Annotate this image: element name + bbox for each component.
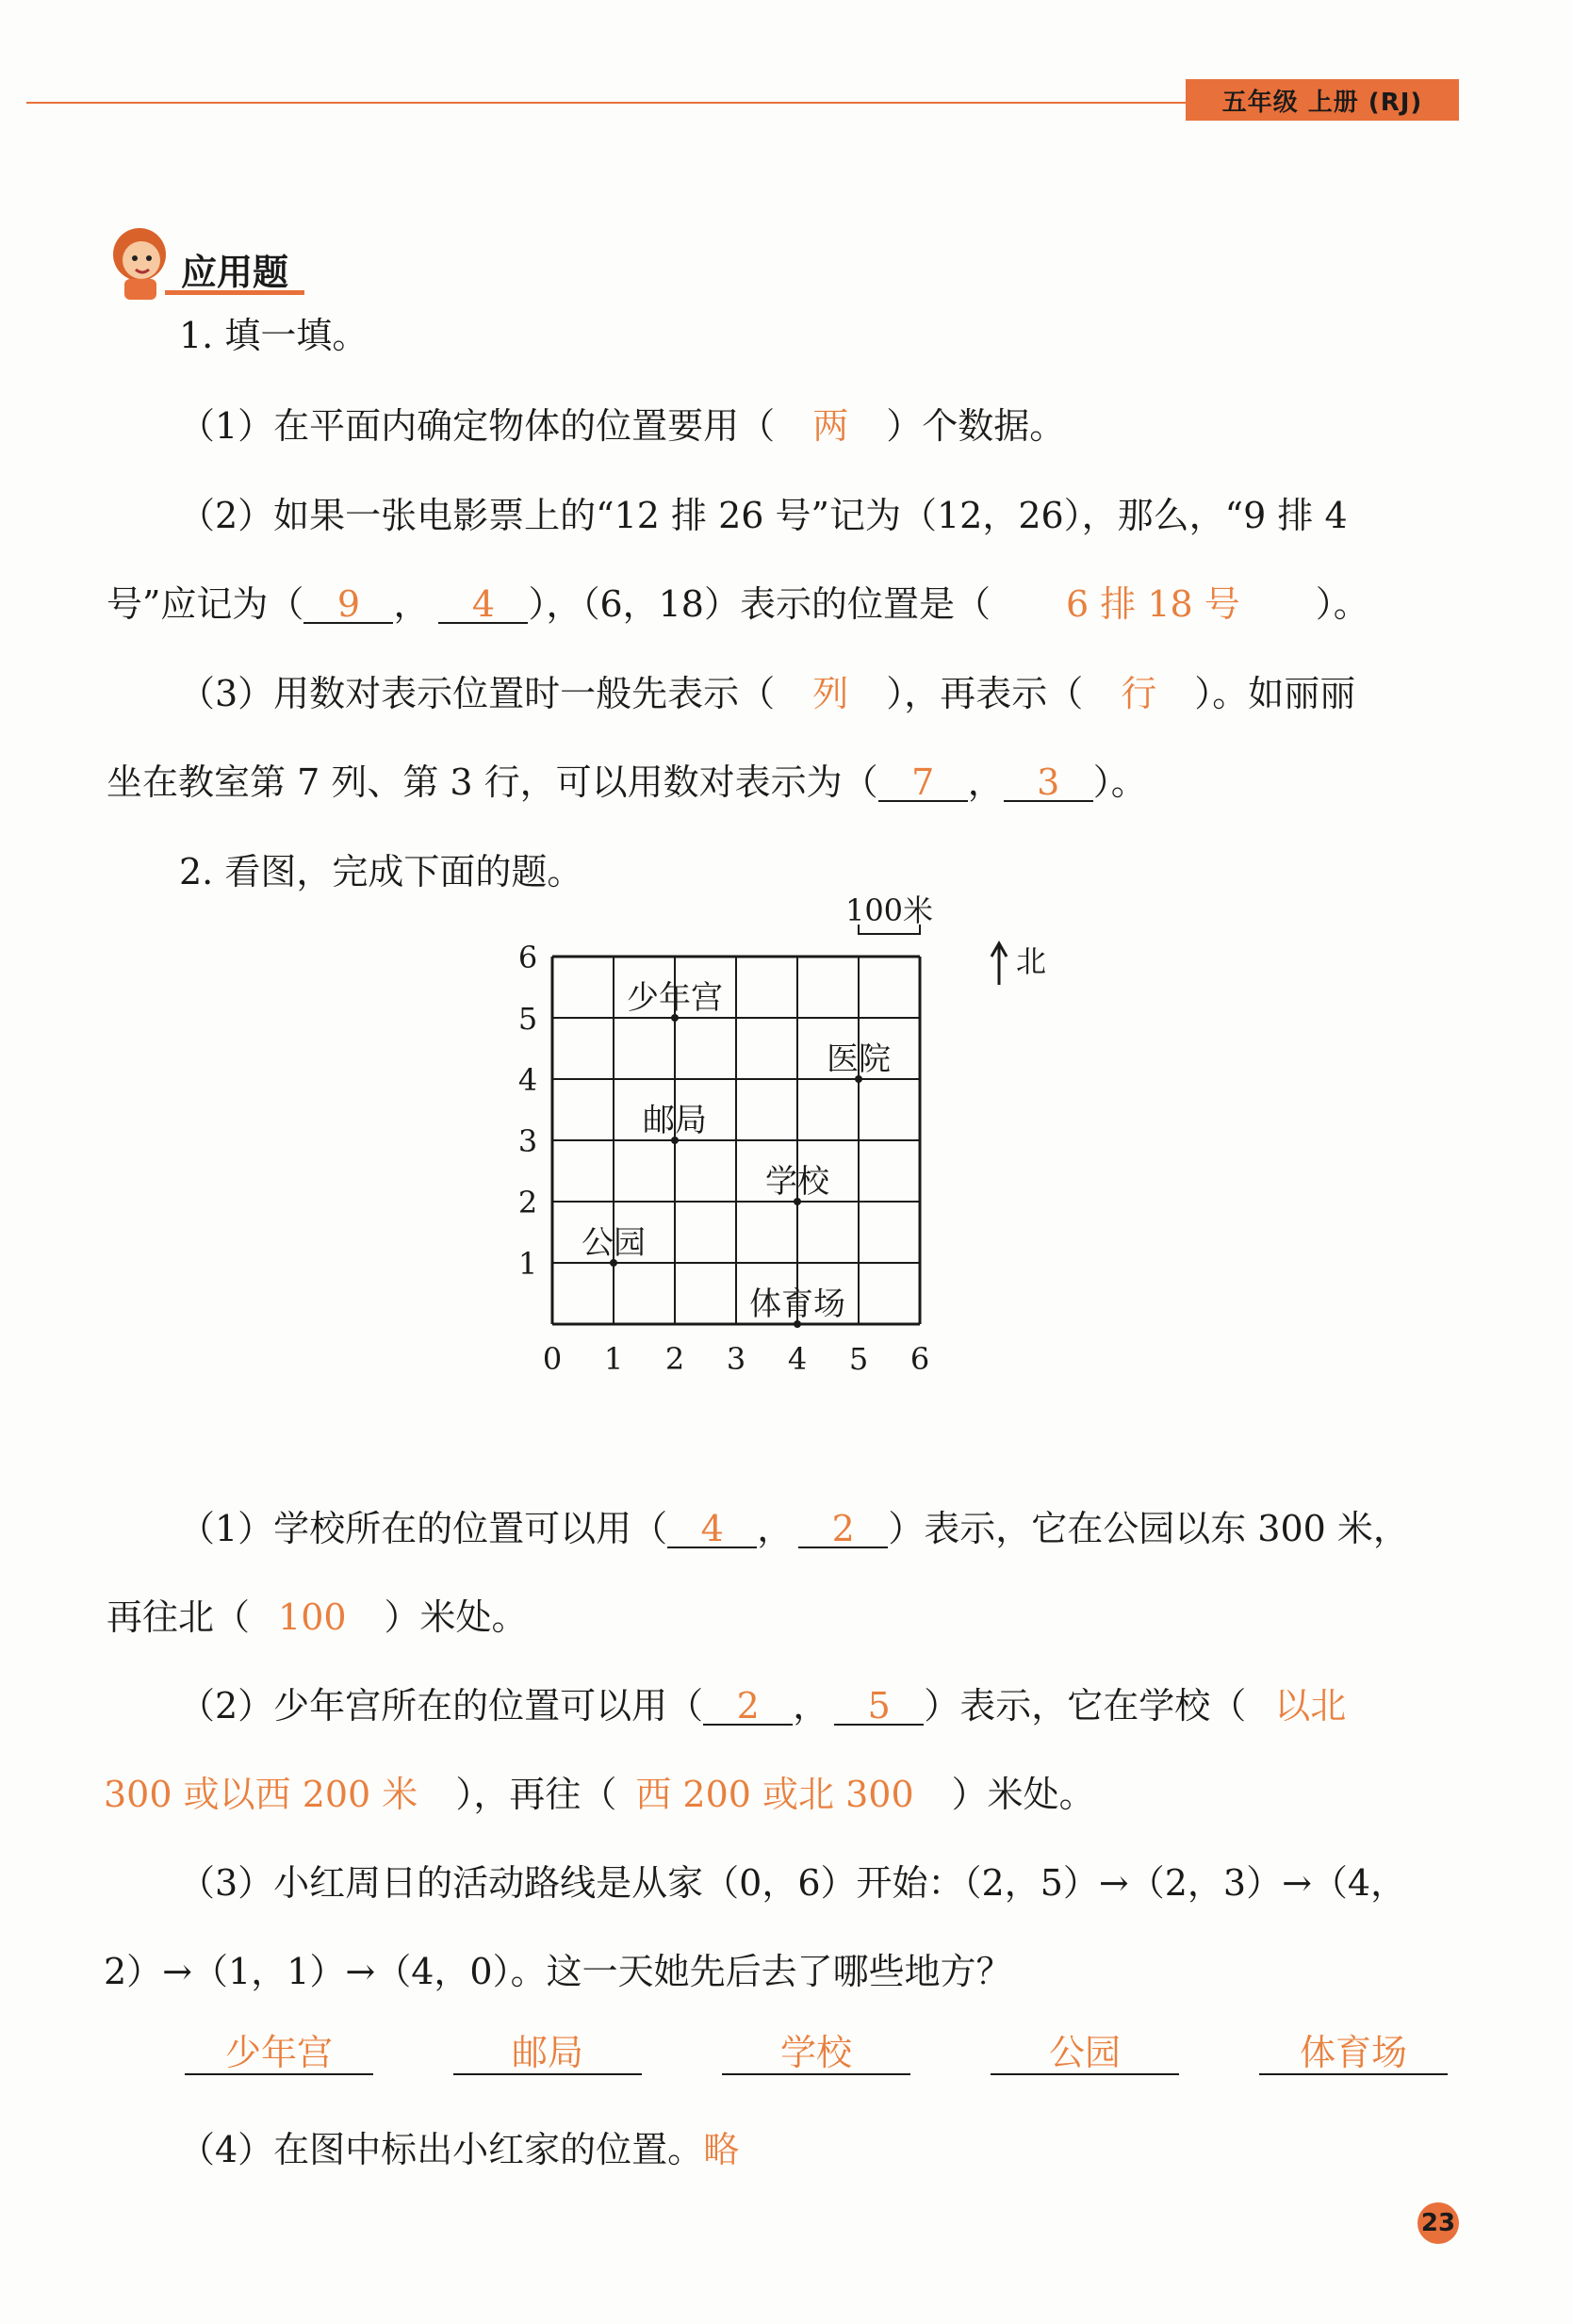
route-answer-1: 少年宫 xyxy=(185,2034,373,2075)
x-tick-label: 4 xyxy=(787,1341,808,1377)
route-answer-5: 体育场 xyxy=(1259,2034,1448,2075)
header-rule xyxy=(26,102,1186,104)
place-label: 公园 xyxy=(582,1224,646,1262)
q2-s2-answer-a: 以北 xyxy=(1274,1685,1347,1727)
q2-s2-answer-direction: 西 200 或北 300 xyxy=(635,1774,914,1815)
q1-part2-line2 xyxy=(107,583,1369,625)
q2-title: 2. 看图，完成下面的题。 xyxy=(179,851,583,892)
route-answer-2: 邮局 xyxy=(453,2034,642,2075)
q1-p3-blank-row: 3 xyxy=(1004,764,1093,802)
q1-title: 1. 填一填。 xyxy=(179,315,369,356)
q1-p2-text: 号”应记为（ xyxy=(107,583,304,625)
q1-p3-text-2: 坐在教室第 7 列、第 3 行，可以用数对表示为（ xyxy=(107,761,878,803)
y-tick-label: 6 xyxy=(517,940,538,975)
q2-part2-line1 xyxy=(179,1685,1347,1727)
route-answer-4: 公园 xyxy=(991,2034,1179,2075)
north-arrow xyxy=(991,943,1046,985)
y-tick-label: 4 xyxy=(517,1062,538,1098)
q1-p3-text-end: ）。如丽丽 xyxy=(1194,673,1356,714)
position-grid-map xyxy=(500,892,1065,1418)
scale-label: 100米 xyxy=(844,892,934,928)
q1-part1 xyxy=(179,405,1066,447)
place-label: 邮局 xyxy=(643,1102,707,1139)
q1-p3-answer-row: 行 xyxy=(1121,673,1157,714)
q2-s2-comma: ， xyxy=(793,1685,829,1727)
q2-s1-text-end-2: ）米处。 xyxy=(384,1596,528,1638)
q1-p1-text-end: ）个数据。 xyxy=(886,405,1066,447)
place-label: 体育场 xyxy=(749,1285,845,1323)
q2-s2-blank-y: 5 xyxy=(834,1688,924,1726)
grid-tick-labels xyxy=(518,940,929,1377)
scale-bar xyxy=(845,892,933,934)
x-tick-label: 0 xyxy=(542,1341,563,1377)
q2-s4-answer: 略 xyxy=(703,2129,740,2170)
q2-s4-text: （4）在图中标出小红家的位置。 xyxy=(179,2129,704,2170)
grade-badge: 五年级 上册 (RJ) xyxy=(1186,79,1459,121)
q1-p3-text: （3）用数对表示位置时一般先表示（ xyxy=(179,673,776,714)
q1-part3-line1 xyxy=(179,673,1356,714)
q1-p2-blank-row: 9 xyxy=(303,586,393,624)
q1-p2-answer-position: 6 排 18 号 xyxy=(1066,583,1240,625)
q2-s1-comma: ， xyxy=(757,1508,794,1549)
x-tick-label: 3 xyxy=(726,1341,746,1377)
q2-s1-text-end: ）表示，它在公园以东 300 米， xyxy=(888,1508,1409,1549)
page-number: 23 xyxy=(1417,2202,1459,2244)
y-tick-label: 5 xyxy=(517,1001,538,1037)
place-label: 学校 xyxy=(765,1163,829,1201)
q2-part4 xyxy=(179,2129,740,2170)
y-tick-label: 1 xyxy=(517,1246,538,1282)
x-tick-label: 1 xyxy=(603,1341,624,1377)
q2-s1-text-2: 再往北（ xyxy=(107,1596,251,1638)
x-tick-label: 2 xyxy=(664,1341,685,1377)
q2-part1-line2 xyxy=(107,1596,528,1638)
grid-lines xyxy=(552,957,920,1324)
q2-s2-answer-b: 300 或以西 200 米 xyxy=(104,1774,418,1815)
q1-p3-blank-column: 7 xyxy=(878,764,968,802)
q1-p2-text-end: ）。 xyxy=(1315,583,1369,625)
q2-s2-text-end: ）米处。 xyxy=(951,1774,1095,1815)
q1-part2-line1: （2）如果一张电影票上的“12 排 26 号”记为（12，26），那么，“9 排 4 xyxy=(179,495,1348,536)
q1-p3-text-end-2: ）。 xyxy=(1092,761,1147,803)
q2-s2-text-mid: ）表示，它在学校（ xyxy=(924,1685,1247,1727)
q2-s1-answer-north: 100 xyxy=(278,1596,347,1638)
north-arrow-icon xyxy=(991,943,1007,985)
x-tick-label: 6 xyxy=(909,1341,930,1377)
q2-s2-text: （2）少年宫所在的位置可以用（ xyxy=(179,1685,704,1727)
q1-p2-text-mid: ），（6，18）表示的位置是（ xyxy=(528,583,991,625)
q2-part3-line1: （3）小红周日的活动路线是从家（0，6）开始：（2，5）→（2，3）→（4， xyxy=(179,1862,1407,1904)
north-label: 北 xyxy=(1016,943,1047,979)
q1-p1-answer: 两 xyxy=(812,405,849,447)
section-title: 应用题 xyxy=(181,252,289,293)
q1-p3-comma: ， xyxy=(967,761,1004,803)
q2-s2-blank-x: 2 xyxy=(703,1688,793,1726)
q1-p1-text: （1）在平面内确定物体的位置要用（ xyxy=(179,405,776,447)
q2-part2-line2 xyxy=(104,1774,1095,1815)
y-tick-label: 2 xyxy=(517,1185,538,1220)
q1-p2-comma: ， xyxy=(393,583,430,625)
q2-s1-blank-x: 4 xyxy=(667,1511,757,1548)
q1-p2-blank-seat: 4 xyxy=(438,586,528,624)
route-answer-3: 学校 xyxy=(722,2034,910,2075)
q2-s2-text-mid-2: ），再往（ xyxy=(455,1774,617,1815)
q1-p3-answer-column: 列 xyxy=(812,673,849,714)
q2-part3-line2: 2）→（1，1）→（4，0）。这一天她先后去了哪些地方？ xyxy=(104,1951,1012,1992)
q2-s1-blank-y: 2 xyxy=(798,1511,888,1548)
place-label: 医院 xyxy=(827,1040,891,1078)
q2-part1-line1 xyxy=(179,1508,1409,1549)
q1-p3-text-mid: ），再表示（ xyxy=(886,673,1084,714)
place-label: 少年宫 xyxy=(627,979,723,1017)
y-tick-label: 3 xyxy=(517,1123,538,1159)
q1-part3-line2 xyxy=(107,761,1147,803)
x-tick-label: 5 xyxy=(848,1341,869,1377)
q2-s1-text: （1）学校所在的位置可以用（ xyxy=(179,1508,668,1549)
